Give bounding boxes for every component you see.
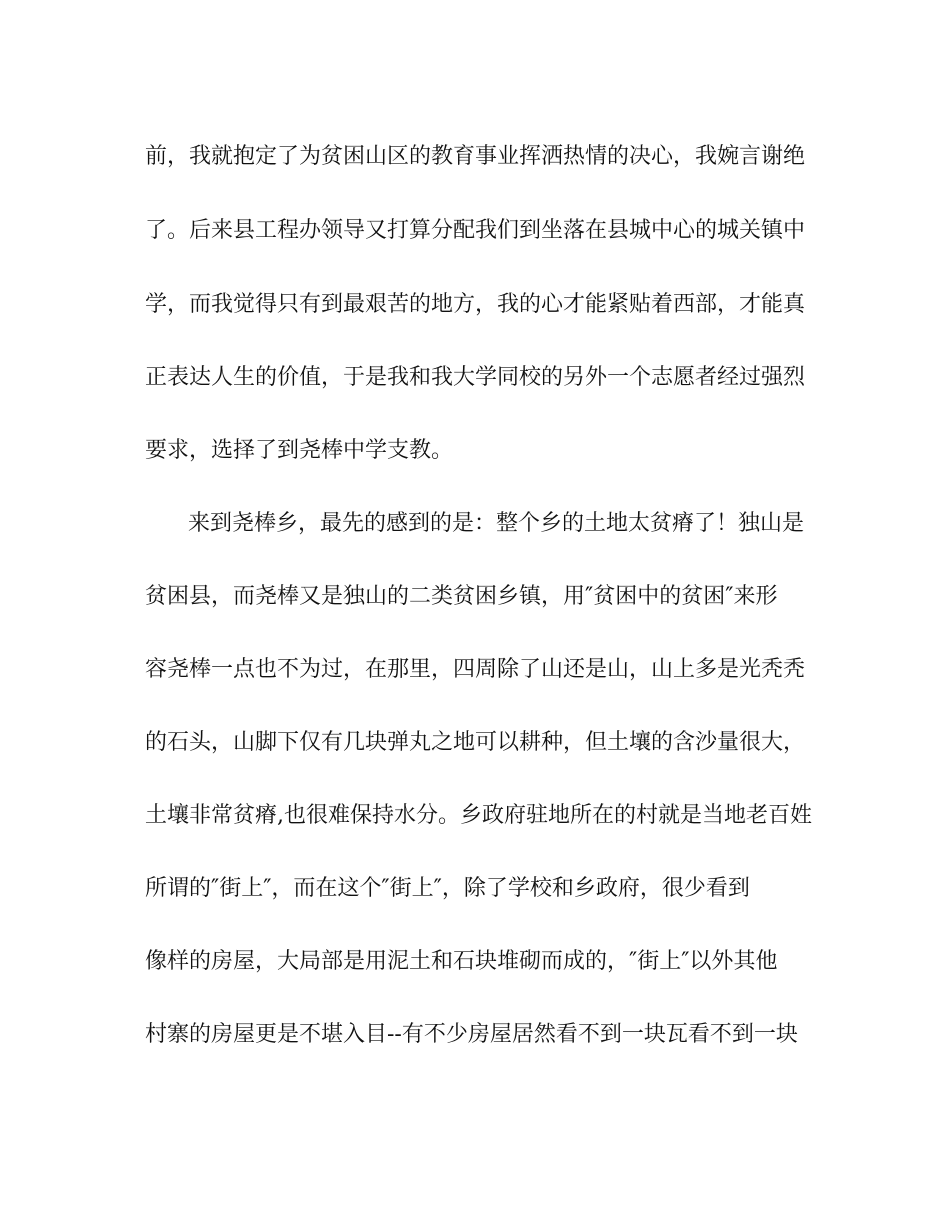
text-line: 土壤非常贫瘠,也很难保持水分。乡政府驻地所在的村就是当地老百姓 xyxy=(145,803,812,828)
text-line: 正表达人生的价值，于是我和我大学同校的另外一个志愿者经过强烈 xyxy=(145,365,806,390)
text-line: 学，而我觉得只有到最艰苦的地方，我的心才能紧贴着西部，才能真 xyxy=(145,292,806,317)
text-line: 前，我就抱定了为贫困山区的教育事业挥洒热情的决心，我婉言谢绝 xyxy=(145,144,806,169)
text-line: 容尧棒一点也不为过，在那里，四周除了山还是山，山上多是光秃秃 xyxy=(145,657,806,682)
text-line: 所谓的″街上″，而在这个″街上″，除了学校和乡政府，很少看到 xyxy=(145,876,750,901)
text-line: 要求，选择了到尧棒中学支教。 xyxy=(145,438,454,463)
text-line: 了。后来县工程办领导又打算分配我们到坐落在县城中心的城关镇中 xyxy=(145,218,806,243)
paragraph-first-line: 来到尧棒乡，最先的感到的是：整个乡的土地太贫瘠了！独山是 xyxy=(188,511,805,536)
text-line: 贫困县，而尧棒又是独山的二类贫困乡镇，用″贫困中的贫困″来形 xyxy=(145,584,778,609)
text-line: 像样的房屋，大局部是用泥土和石块堆砌而成的，″街上″以外其他 xyxy=(145,949,778,974)
text-line: 的石头，山脚下仅有几块弹丸之地可以耕种，但土壤的含沙量很大， xyxy=(145,730,806,755)
text-line: 村寨的房屋更是不堪入目--有不少房屋居然看不到一块瓦看不到一块 xyxy=(145,1022,798,1047)
